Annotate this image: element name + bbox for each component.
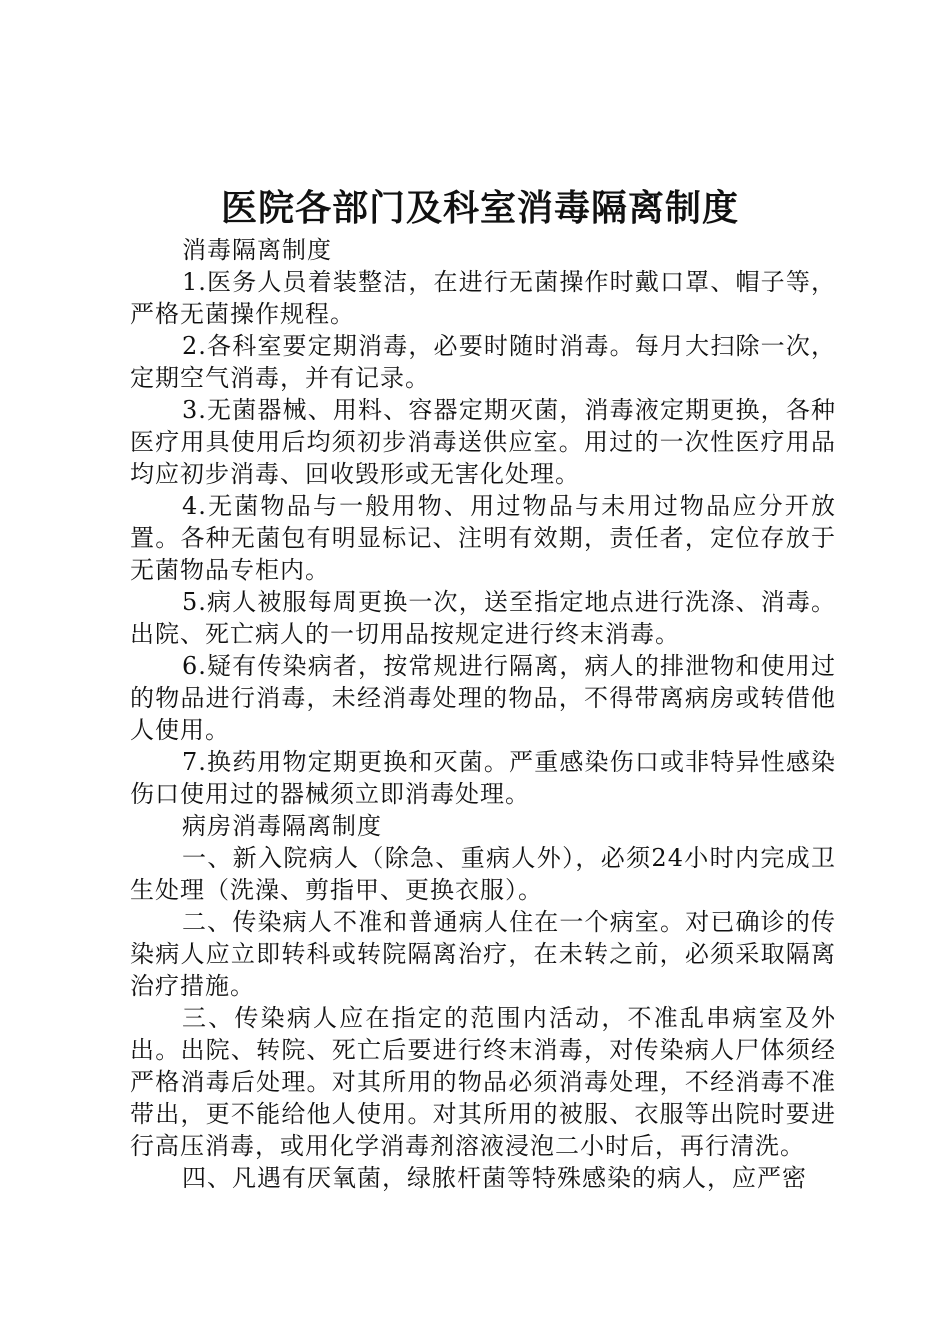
paragraph-item-6: 6.疑有传染病者，按常规进行隔离，病人的排泄物和使用过的物品进行消毒，未经消毒处理的物品，不得带离病房或转借他人使用。 [130, 652, 836, 744]
document-title: 医院各部门及科室消毒隔离制度 [220, 187, 739, 229]
paragraph-item-2: 2.各科室要定期消毒，必要时随时消毒。每月大扫除一次，定期空气消毒，并有记录。 [130, 332, 836, 392]
paragraph-ward-item-2: 二、传染病人不准和普通病人住在一个病室。对已确诊的传染病人应立即转科或转院隔离治疗，在未转之前，必须采取隔离治疗措施。 [130, 908, 836, 1000]
paragraph-item-5: 5.病人被服每周更换一次，送至指定地点进行洗涤、消毒。出院、死亡病人的一切用品按规定进行终末消毒。 [130, 588, 836, 648]
paragraph-ward-item-3: 三、传染病人应在指定的范围内活动，不准乱串病室及外出。出院、转院、死亡后要进行终末消毒，对传染病人尸体须经严格消毒后处理。对其所用的物品必须消毒处理，不经消毒不准带出，更不能给他人使用。对其所用的被服、衣服等出院时要进行高压消毒，或用化学消毒剂溶液浸泡二小时后，再行清洗。 [130, 1004, 836, 1160]
document-body [130, 234, 836, 1194]
section-heading-ward-disinfection: 病房消毒隔离制度 [182, 812, 382, 840]
paragraph-item-4: 4.无菌物品与一般用物、用过物品与未用过物品应分开放置。各种无菌包有明显标记、注明有效期，责任者，定位存放于无菌物品专柜内。 [130, 492, 836, 584]
paragraph-item-1: 1.医务人员着装整洁，在进行无菌操作时戴口罩、帽子等，严格无菌操作规程。 [130, 268, 836, 328]
paragraph-item-3: 3.无菌器械、用料、容器定期灭菌，消毒液定期更换，各种医疗用具使用后均须初步消毒送供应室。用过的一次性医疗用品均应初步消毒、回收毁形或无害化处理。 [130, 396, 836, 488]
section-heading-disinfection-isolation: 消毒隔离制度 [182, 236, 332, 264]
paragraph-ward-item-4: 四、凡遇有厌氧菌，绿脓杆菌等特殊感染的病人，应严密 [182, 1164, 807, 1192]
paragraph-item-7: 7.换药用物定期更换和灭菌。严重感染伤口或非特异性感染伤口使用过的器械须立即消毒处理。 [130, 748, 836, 808]
paragraph-ward-item-1: 一、新入院病人（除急、重病人外），必须24小时内完成卫生处理（洗澡、剪指甲、更换衣服）。 [130, 844, 836, 904]
